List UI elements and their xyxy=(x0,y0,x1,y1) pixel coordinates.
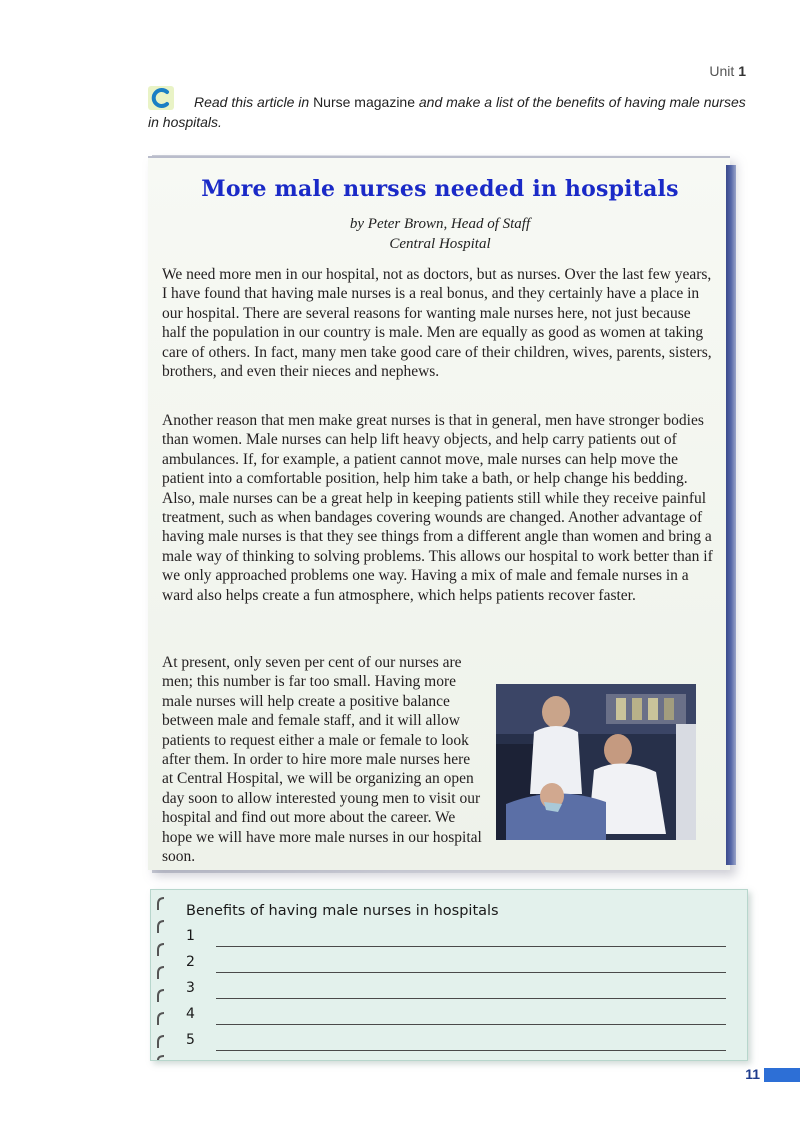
benefit-answer-line[interactable] xyxy=(216,1050,726,1051)
panel-frame-edge xyxy=(726,165,736,865)
benefit-number: 5 xyxy=(186,1032,195,1048)
unit-word: Unit xyxy=(709,63,735,79)
benefit-row-4 xyxy=(186,1006,726,1028)
benefit-row-2 xyxy=(186,954,726,976)
unit-number: 1 xyxy=(738,63,746,79)
page-number: 11 xyxy=(745,1066,760,1082)
instruction-part-2: and make a list of the benefits of having male nurses in hospitals. xyxy=(148,94,746,130)
benefit-number: 1 xyxy=(186,928,195,944)
benefit-answer-line[interactable] xyxy=(216,946,726,947)
paragraph-1: We need more men in our hospital, not as doctors, but as nurses. Over the last few years, I have found that having male nurses is a real bonus, and they certainly have a place in our hospital. There are several reasons for wanting male nurses here, not just because half the population in our country is male. Men are equally as good as women at taking care of others. In fact, many men take good care of their children, wives, parents, sisters, brothers, and even their nieces and nephews. xyxy=(162,266,712,381)
benefit-row-5 xyxy=(186,1032,726,1054)
magazine-name: Nurse magazine xyxy=(313,94,415,110)
benefit-answer-line[interactable] xyxy=(216,1024,726,1025)
instruction-part-1: Read this article in xyxy=(194,94,314,110)
byline-hospital: Central Hospital xyxy=(389,236,491,252)
benefit-row-1 xyxy=(186,928,726,950)
benefit-answer-line[interactable] xyxy=(216,972,726,973)
benefit-number: 4 xyxy=(186,1006,195,1022)
article-title: More male nurses needed in hospitals xyxy=(201,176,679,202)
paragraph-2: Another reason that men make great nurses is that in general, men have stronger bodies than women. Male nurses can help lift heavy objects, and help carry patients out of ambulances. If, for example, a patient cannot move, male nurses can help move the patient into a comfortable position, help him take a bath, or help change his bedding. Also, male nurses can be a great help in keeping patients still while they receive painful treatment, such as when bandages covering wounds are changed. Another advantage of having male nurses is that they see things from a different angle than women and bring a male way of thinking to solving problems. This allows our hospital to work better than if we only approached problems one way. Having a mix of male and female nurses in a ward also helps create a fun atmosphere, which helps patients recover faster. xyxy=(162,412,713,604)
unit-label xyxy=(709,63,746,79)
ambulance-photo xyxy=(496,684,696,840)
byline-author: by Peter Brown, Head of Staff xyxy=(349,216,531,232)
benefit-row-3 xyxy=(186,980,726,1002)
article-byline xyxy=(160,214,720,254)
notebook-rings-icon xyxy=(154,894,168,1064)
benefits-heading: Benefits of having male nurses in hospitals xyxy=(186,903,499,919)
benefit-number: 2 xyxy=(186,954,195,970)
benefit-answer-line[interactable] xyxy=(216,998,726,999)
instruction-text xyxy=(148,92,748,132)
page-tab-bar xyxy=(764,1068,800,1082)
paragraph-3-text: At present, only seven per cent of our nurses are men; this number is far too small. Having more male nurses will help create a positive balance between male and female staff, and it will allow patients to request either a male or female to look after them. In order to hire more male nurses here at Central Hospital, we will be organizing an open day soon to allow interested young men to visit our hospital and find out more about the career. We hope we will have more male nurses in our hospital soon. xyxy=(162,654,482,866)
benefit-number: 3 xyxy=(186,980,195,996)
